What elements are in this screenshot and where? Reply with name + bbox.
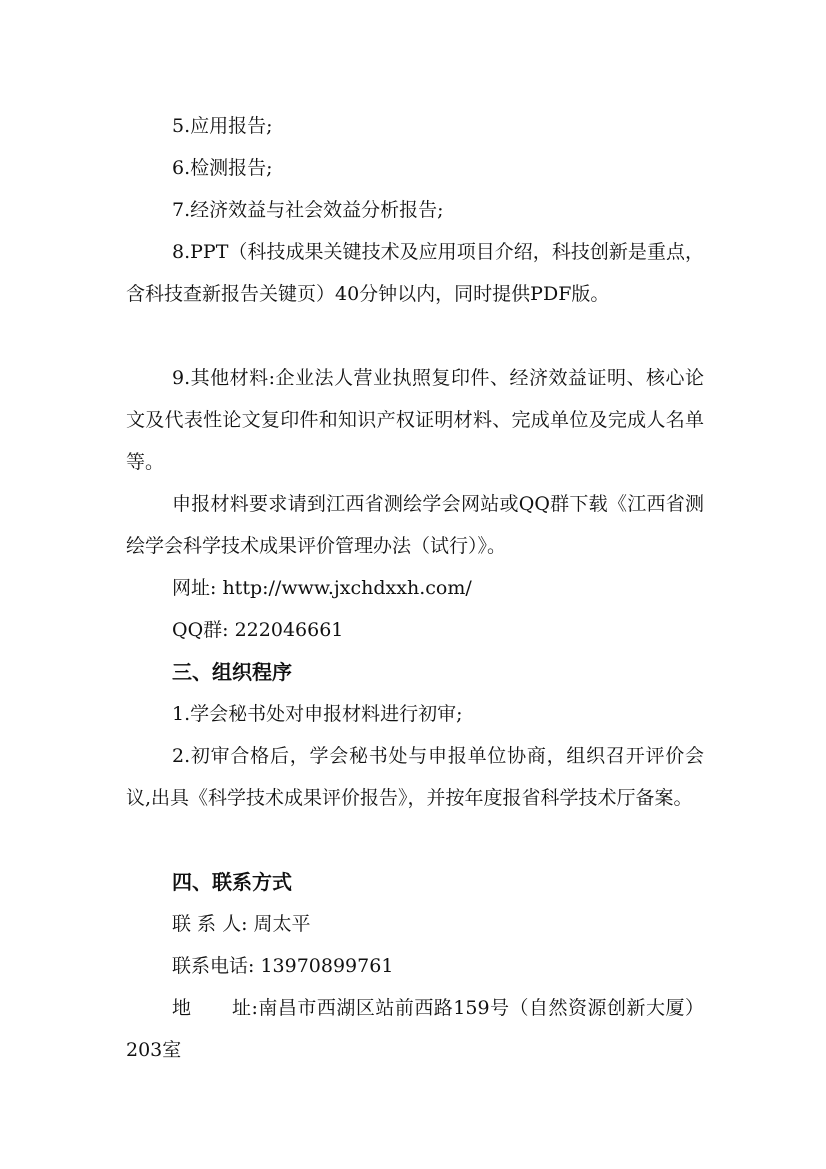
website-line: 网址: http://www.jxchdxxh.com/ — [172, 577, 472, 599]
item-7: 7.经济效益与社会效益分析报告; — [172, 199, 444, 221]
item-6: 6.检测报告; — [172, 157, 273, 179]
qq-group-line: QQ群: 222046661 — [172, 619, 344, 641]
item-9: 9.其他材料:企业法人营业执照复印件、经济效益证明、核心论文及代表性论文复印件和知识产权证明材料、完成单位及完成人名单等。 — [126, 367, 704, 473]
contact-address — [126, 987, 704, 1071]
contact-phone: 联系电话: 13970899761 — [172, 955, 394, 977]
section-3-step-1: 1.学会秘书处对申报材料进行初审; — [172, 703, 463, 725]
download-note: 申报材料要求请到江西省测绘学会网站或QQ群下载《江西省测绘学会科学技术成果评价管理办法（试行）》。 — [126, 493, 704, 557]
section-3-step-2: 2.初审合格后，学会秘书处与申报单位协商，组织召开评价会议,出具《科学技术成果评价报告》，并按年度报省科学技术厅备案。 — [126, 745, 704, 809]
contact-person: 联 系 人: 周太平 — [172, 913, 311, 935]
section-3-heading: 三、组织程序 — [172, 660, 292, 684]
item-5: 5.应用报告; — [172, 115, 273, 137]
item-8: 8.PPT（科技成果关键技术及应用项目介绍，科技创新是重点，含科技查新报告关键页）40分钟以内，同时提供PDF版。 — [126, 241, 704, 305]
address-text: 址:南昌市西湖区站前西路159号（自然资源创新大厦）203室 — [126, 997, 704, 1061]
section-4-heading: 四、联系方式 — [172, 870, 292, 894]
address-label: 地 — [172, 997, 192, 1019]
